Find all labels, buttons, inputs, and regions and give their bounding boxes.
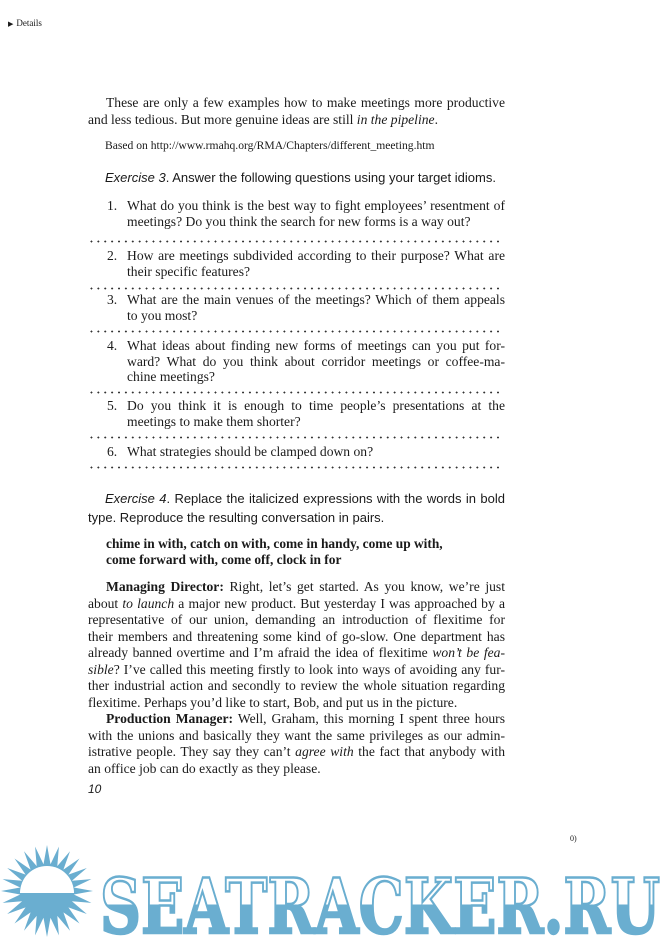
text-segment: their members and threatening some kind of go-slow. One department has — [88, 628, 505, 644]
question-number: 6. — [107, 444, 118, 459]
text-segment: ? I’ve called this meeting firstly to look into ways of avoiding any fur- — [113, 661, 505, 677]
page-number: 10 — [88, 782, 102, 796]
exercise-4-heading — [88, 489, 505, 527]
question-text-line: Do you think it is enough to time people’s presentations at the — [127, 398, 505, 413]
text-line — [88, 711, 505, 728]
question-text-line: meetings? Do you think the search for new forms is a way out? — [127, 213, 471, 229]
text-line — [88, 744, 505, 761]
text-segment: already banned overtime and I’m afraid the idea of flexitime — [88, 645, 433, 660]
text-line — [88, 695, 505, 712]
question-number: 1. — [107, 198, 118, 213]
exercise-4-line1: . Replace the italicized expressions with the words in bold — [166, 491, 505, 506]
text-line — [88, 761, 505, 778]
text-segment: to launch — [122, 595, 175, 611]
text-segment: in the pipeline — [356, 112, 435, 127]
text-line — [88, 95, 505, 112]
dialogue — [88, 579, 505, 777]
answer-dotted-line[interactable] — [88, 240, 500, 243]
question-text-line: chine meetings? — [127, 369, 215, 384]
source-citation: Based on http://www.rmahq.org/RMA/Chapters/different_meeting.htm — [105, 139, 435, 152]
text-line — [88, 728, 505, 745]
question-text-line: What strategies should be clamped down on? — [127, 444, 374, 459]
text-segment: flexitime. Perhaps you’d like to start, Bob, and put us in the picture. — [88, 694, 458, 710]
question-item — [88, 398, 505, 429]
question-text-line: meetings to make them shorter? — [127, 413, 301, 429]
text-line — [88, 596, 505, 613]
question-item — [88, 248, 505, 279]
text-segment: sible — [88, 661, 114, 677]
question-number: 4. — [107, 338, 118, 353]
text-segment: These are only a few examples how to make meetings more productive — [106, 95, 505, 110]
intro-paragraph — [88, 95, 505, 129]
question-item — [88, 444, 505, 460]
exercise-3-text: . Answer the following questions using your target idioms. — [165, 170, 496, 185]
text-segment: a major new product. But yesterday I was approached by a — [174, 595, 505, 611]
question-item — [88, 292, 505, 323]
sun-icon — [1, 845, 93, 937]
question-item — [88, 198, 505, 229]
question-text-line: ward? What do you think about corridor meetings or coffee-ma- — [127, 353, 505, 369]
exercise-4-line2: type. Reproduce the resulting conversation in pairs. — [88, 510, 385, 525]
text-segment: Right, let’s get started. As you know, we’re just — [223, 579, 505, 594]
bold-word-list — [106, 536, 443, 568]
text-line — [88, 662, 505, 679]
watermark-text: SEATRACKER.RU — [100, 862, 660, 943]
triangle-right-icon: ▶ — [8, 20, 14, 28]
text-segment: won’t be fea- — [432, 645, 505, 660]
text-line — [88, 645, 505, 662]
answer-dotted-line[interactable] — [88, 391, 500, 394]
text-segment: Managing Director: — [106, 579, 224, 594]
details-label: Details — [16, 18, 42, 28]
text-line — [88, 629, 505, 646]
text-line — [88, 678, 505, 695]
bold-words-line: come forward with, come off, clock in for — [106, 552, 342, 567]
exercise-3-heading — [105, 170, 496, 185]
corner-mark: 0) — [570, 834, 577, 843]
question-number: 2. — [107, 248, 118, 263]
question-text-line: their specific features? — [127, 263, 251, 279]
question-item — [88, 338, 505, 385]
text-segment: agree with — [295, 744, 354, 759]
text-segment: the fact that anybody with — [353, 744, 505, 759]
text-segment: and less tedious. But more genuine ideas are still — [88, 112, 357, 127]
text-segment: ther industrial action and secondly to review the whole situation regarding — [88, 678, 505, 693]
text-segment: with the unions and basically they want the same privileges as our admin- — [88, 727, 505, 743]
answer-dotted-line[interactable] — [88, 436, 500, 439]
bold-words-line: chime in with, catch on with, come in handy, come up with, — [106, 536, 443, 551]
question-text-line: What are the main venues of the meetings? Which of them appeals — [127, 292, 505, 307]
text-line — [88, 612, 505, 629]
text-segment: Production Manager: — [106, 711, 234, 726]
text-segment: representative of our union, demanding an introduction of flexitime for — [88, 612, 505, 627]
exercise-3-label: Exercise 3 — [105, 170, 166, 185]
question-text-line: What ideas about finding new forms of meetings can you put for- — [127, 338, 505, 353]
watermark-logo — [0, 843, 666, 943]
question-number: 5. — [107, 398, 118, 413]
question-text-line: What do you think is the best way to fight employees’ resentment of — [127, 198, 505, 213]
text-line — [88, 579, 505, 596]
text-segment: an office job can do exactly as they please. — [88, 760, 321, 776]
answer-dotted-line[interactable] — [88, 466, 500, 469]
answer-dotted-line[interactable] — [88, 330, 500, 333]
exercise-4-label: Exercise 4 — [105, 491, 167, 506]
text-segment: istrative people. They say they can’t — [88, 744, 296, 759]
question-number: 3. — [107, 292, 118, 307]
question-text-line: How are meetings subdivided according to their purpose? What are — [127, 248, 505, 263]
details-toggle[interactable] — [8, 18, 42, 28]
question-text-line: to you most? — [127, 307, 198, 323]
text-segment: about — [88, 595, 123, 611]
text-segment: Well, Graham, this morning I spent three hours — [233, 711, 505, 726]
text-segment: . — [434, 112, 438, 127]
text-line — [88, 112, 505, 129]
answer-dotted-line[interactable] — [88, 287, 500, 290]
